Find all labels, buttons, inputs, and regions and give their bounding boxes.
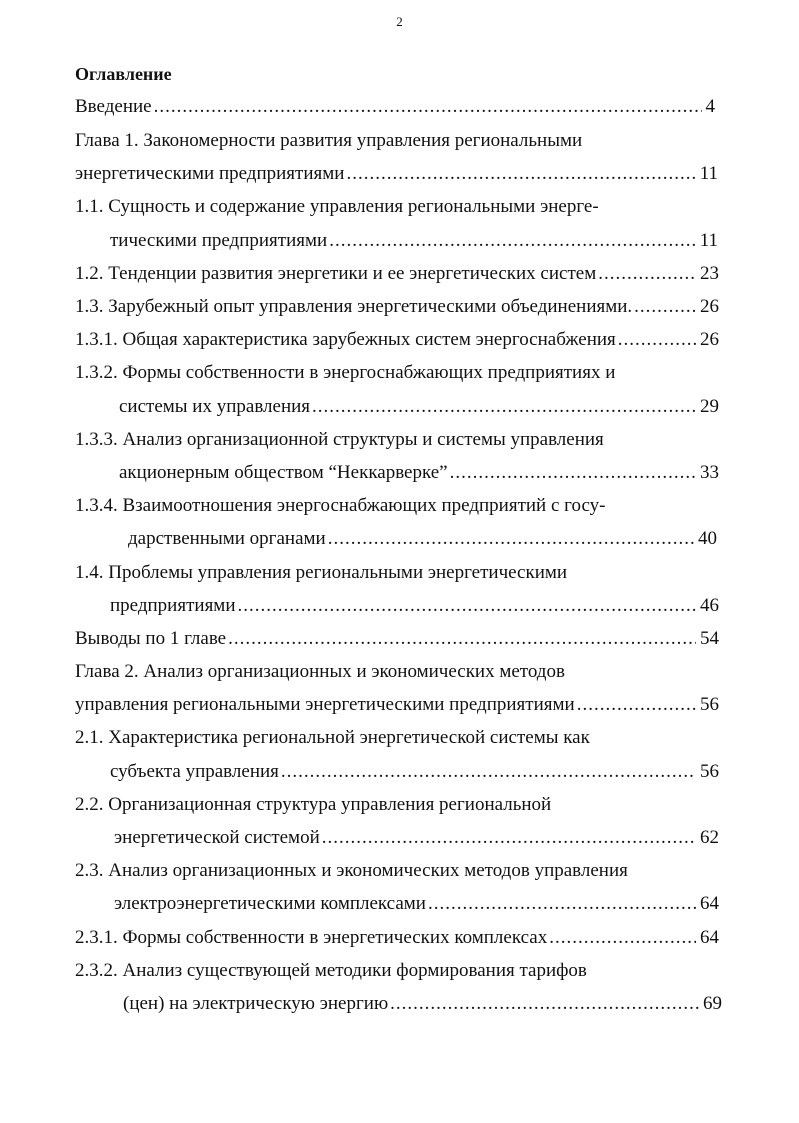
toc-entry-1-3-3-cont[interactable] (119, 461, 719, 485)
toc-page-number: 29 (700, 396, 719, 417)
leader-dots (329, 229, 696, 253)
toc-entry-label: тическими предприятиями (110, 230, 328, 251)
toc-entry-chapter-1[interactable]: Глава 1. Закономерности развития управления региональными (75, 130, 583, 151)
toc-entry-2-3-2[interactable]: 2.3.2. Анализ существующей методики формирования тарифов (75, 960, 587, 981)
leader-dots (577, 693, 696, 717)
toc-entry-label: 1.3. Зарубежный опыт управления энергетическими объединениями. (75, 296, 633, 317)
toc-entry-label: Введение (75, 96, 152, 117)
toc-entry-1-3-4-cont[interactable] (128, 527, 717, 551)
toc-entry-1-2[interactable] (75, 262, 719, 286)
toc-entry-2-2-cont[interactable] (114, 826, 719, 850)
leader-dots (228, 627, 696, 651)
leader-dots (450, 461, 696, 485)
toc-page-number: 11 (699, 163, 718, 184)
toc-page-number: 26 (700, 329, 719, 350)
leader-dots (322, 826, 696, 850)
toc-entry-2-1[interactable]: 2.1. Характеристика региональной энергетической системы как (75, 727, 590, 748)
leader-dots (238, 594, 697, 618)
toc-entry-1-3[interactable] (75, 295, 719, 319)
leader-dots (428, 892, 696, 916)
toc-title: Оглавление (75, 64, 172, 84)
toc-entry-1-1[interactable]: 1.1. Сущность и содержание управления региональными энерге- (75, 196, 599, 217)
toc-entry-label: акционерным обществом “Неккарверке” (119, 462, 448, 483)
toc-entry-conclusions-1[interactable] (75, 627, 719, 651)
toc-entry-1-3-1[interactable] (75, 328, 719, 352)
toc-entry-chapter-2[interactable]: Глава 2. Анализ организационных и экономических методов (75, 661, 565, 682)
toc-page-number: 33 (700, 462, 719, 483)
toc-entry-1-4[interactable]: 1.4. Проблемы управления региональными энергетическими (75, 562, 568, 583)
toc-entry-2-3-2-cont[interactable] (123, 992, 722, 1016)
leader-dots (390, 992, 699, 1016)
toc-entry-label: (цен) на электрическую энергию (123, 993, 389, 1014)
toc-page-number: 26 (700, 296, 719, 317)
toc-entry-1-4-cont[interactable] (110, 594, 719, 618)
toc-entry-label: электроэнергетическими комплексами (114, 893, 426, 914)
toc-page-number: 64 (700, 927, 719, 948)
toc-entry-label: субъекта управления (110, 761, 279, 782)
leader-dots (312, 395, 696, 419)
page-number: 2 (396, 14, 403, 29)
toc-entry-label: системы их управления (119, 396, 311, 417)
toc-entry-2-2[interactable]: 2.2. Организационная структура управления региональной (75, 794, 552, 815)
leader-dots (281, 760, 696, 784)
toc-entry-label: предприятиями (110, 595, 236, 616)
toc-entry-1-3-2-cont[interactable] (119, 395, 719, 419)
toc-page-number: 69 (703, 993, 722, 1014)
toc-page-number: 64 (700, 893, 719, 914)
leader-dots (634, 295, 696, 319)
toc-page-number: 54 (700, 628, 719, 649)
toc-entry-introduction[interactable] (75, 95, 715, 119)
toc-entry-chapter-2-cont[interactable] (75, 693, 719, 717)
toc-entry-1-3-2[interactable]: 1.3.2. Формы собственности в энергоснабжающих предприятиях и (75, 362, 616, 383)
toc-entry-label: управления региональными энергетическими предприятиями (75, 694, 575, 715)
toc-entry-label: 1.2. Тенденции развития энергетики и ее энергетических систем (75, 263, 597, 284)
toc-page-number: 11 (699, 230, 718, 251)
toc-entry-1-1-cont[interactable] (110, 229, 718, 253)
toc-page-number: 40 (698, 528, 717, 549)
toc-entry-2-1-cont[interactable] (110, 760, 719, 784)
leader-dots (154, 95, 702, 119)
leader-dots (346, 162, 695, 186)
toc-entry-chapter-1-cont[interactable] (75, 162, 718, 186)
toc-entry-label: энергетическими предприятиями (75, 163, 345, 184)
leader-dots (598, 262, 696, 286)
toc-entry-1-3-3[interactable]: 1.3.3. Анализ организационной структуры и системы управления (75, 429, 604, 450)
leader-dots (618, 328, 696, 352)
toc-entry-2-3-1[interactable] (75, 926, 719, 950)
toc-entry-label: 2.3.1. Формы собственности в энергетических комплексах (75, 927, 548, 948)
toc-entry-1-3-4[interactable]: 1.3.4. Взаимоотношения энергоснабжающих предприятий с госу- (75, 495, 606, 516)
toc-page-number: 56 (700, 761, 719, 782)
toc-entry-label: Выводы по 1 главе (75, 628, 227, 649)
toc-entry-label: 1.3.1. Общая характеристика зарубежных систем энергоснабжения (75, 329, 616, 350)
toc-entry-label: энергетической системой (114, 827, 320, 848)
toc-page-number: 4 (705, 96, 715, 117)
leader-dots (549, 926, 696, 950)
toc-page-number: 56 (700, 694, 719, 715)
toc-page-number: 62 (700, 827, 719, 848)
toc-page-number: 23 (700, 263, 719, 284)
toc-entry-label: дарственными органами (128, 528, 326, 549)
toc-page-number: 46 (700, 595, 719, 616)
toc-entry-2-3[interactable]: 2.3. Анализ организационных и экономических методов управления (75, 860, 628, 881)
leader-dots (328, 527, 694, 551)
toc-entry-2-3-cont[interactable] (114, 892, 719, 916)
